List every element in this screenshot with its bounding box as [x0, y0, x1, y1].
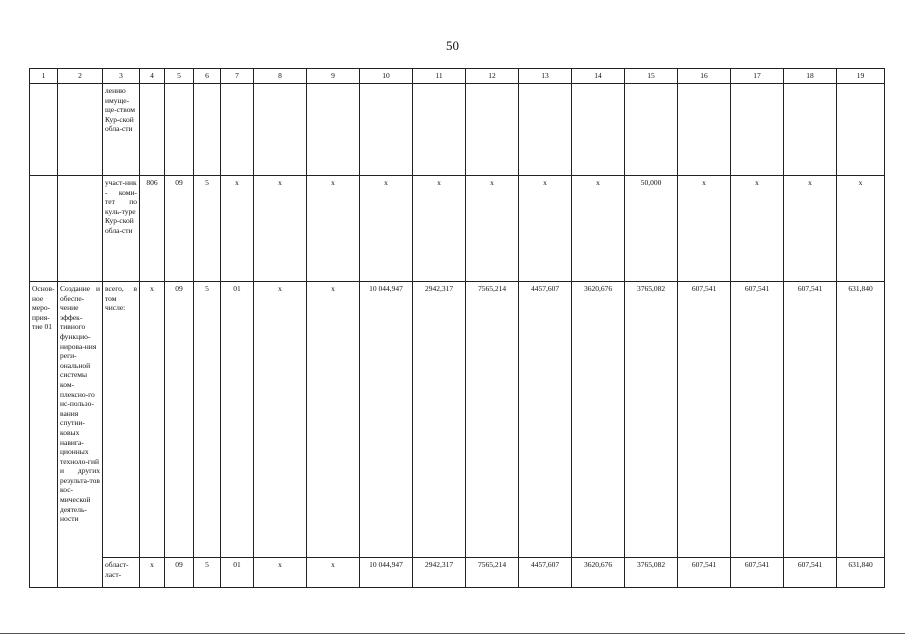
value-cell: 4457,607	[519, 282, 572, 558]
value-cell: х	[140, 282, 165, 558]
value-cell: 607,541	[784, 558, 837, 588]
column-number: 1	[30, 69, 58, 84]
value-cell: х	[466, 176, 519, 282]
column-number: 6	[194, 69, 221, 84]
page-number: 50	[446, 38, 459, 53]
column-number-row	[30, 69, 885, 84]
value-cell: 09	[165, 176, 194, 282]
column-number: 17	[731, 69, 784, 84]
value-cell: х	[254, 176, 307, 282]
value-cell: 631,840	[837, 558, 885, 588]
column-number: 3	[103, 69, 140, 84]
budget-table	[29, 68, 885, 588]
value-cell: 607,541	[731, 282, 784, 558]
value-cell: 631,840	[837, 282, 885, 558]
value-cell: 01	[221, 558, 254, 588]
column-number: 13	[519, 69, 572, 84]
event-code-cell: Основ-ное меро-прия-тие 01	[30, 282, 58, 588]
value-cell: 607,541	[784, 282, 837, 558]
column-number: 5	[165, 69, 194, 84]
participant-cell: всего, в том числе:	[103, 282, 140, 558]
value-cell: 09	[165, 282, 194, 558]
value-cell: 10 044,947	[360, 558, 413, 588]
column-number: 19	[837, 69, 885, 84]
participant-cell: лению имуще-ще-ством Кур-ской обла-сти	[103, 84, 140, 176]
value-cell: х	[307, 282, 360, 558]
column-number: 8	[254, 69, 307, 84]
value-cell: 3765,082	[625, 558, 678, 588]
value-cell: 3620,676	[572, 558, 625, 588]
value-cell: 10 044,947	[360, 282, 413, 558]
value-cell: 2942,317	[413, 282, 466, 558]
value-cell: 50,000	[625, 176, 678, 282]
value-cell: 5	[194, 282, 221, 558]
value-cell: х	[784, 176, 837, 282]
value-cell: 01	[221, 282, 254, 558]
column-number: 11	[413, 69, 466, 84]
value-cell: х	[140, 558, 165, 588]
column-number: 7	[221, 69, 254, 84]
value-cell: х	[519, 176, 572, 282]
value-cell: х	[413, 176, 466, 282]
column-number: 10	[360, 69, 413, 84]
column-number: 15	[625, 69, 678, 84]
table-row-continuation	[30, 84, 885, 176]
participant-cell: участ-ник - коми-тет по куль-туре Кур-ской обла-сти	[103, 176, 140, 282]
value-cell: х	[221, 176, 254, 282]
column-number: 12	[466, 69, 519, 84]
value-cell: 806	[140, 176, 165, 282]
column-number: 9	[307, 69, 360, 84]
value-cell: 3765,082	[625, 282, 678, 558]
value-cell: х	[360, 176, 413, 282]
event-name-cell: Создание и обеспе-чение эффек-тивного функцио-нирова-ния реги-ональной системы ком-плексно-го ис-пользо-вания спутни-ковых навига-ционных техноло-гий и других результа-тов кос-мической деятель-ности	[58, 282, 103, 588]
value-cell: 607,541	[731, 558, 784, 588]
value-cell: х	[572, 176, 625, 282]
value-cell: х	[678, 176, 731, 282]
value-cell: 7565,214	[466, 282, 519, 558]
value-cell: х	[307, 176, 360, 282]
value-cell: 2942,317	[413, 558, 466, 588]
value-cell: х	[731, 176, 784, 282]
value-cell: 607,541	[678, 558, 731, 588]
table-row-main-event	[30, 282, 885, 558]
column-number: 2	[58, 69, 103, 84]
column-number: 14	[572, 69, 625, 84]
value-cell: х	[837, 176, 885, 282]
scan-edge-line	[0, 633, 905, 634]
column-number: 16	[678, 69, 731, 84]
participant-cell: област-ласт-	[103, 558, 140, 588]
value-cell: 3620,676	[572, 282, 625, 558]
table-row-regional	[30, 558, 885, 588]
value-cell: 607,541	[678, 282, 731, 558]
value-cell: 7565,214	[466, 558, 519, 588]
column-number: 18	[784, 69, 837, 84]
table-row-committee	[30, 176, 885, 282]
value-cell: 09	[165, 558, 194, 588]
value-cell: 5	[194, 176, 221, 282]
value-cell: х	[254, 558, 307, 588]
value-cell: 4457,607	[519, 558, 572, 588]
value-cell: 5	[194, 558, 221, 588]
value-cell: х	[254, 282, 307, 558]
value-cell: х	[307, 558, 360, 588]
column-number: 4	[140, 69, 165, 84]
